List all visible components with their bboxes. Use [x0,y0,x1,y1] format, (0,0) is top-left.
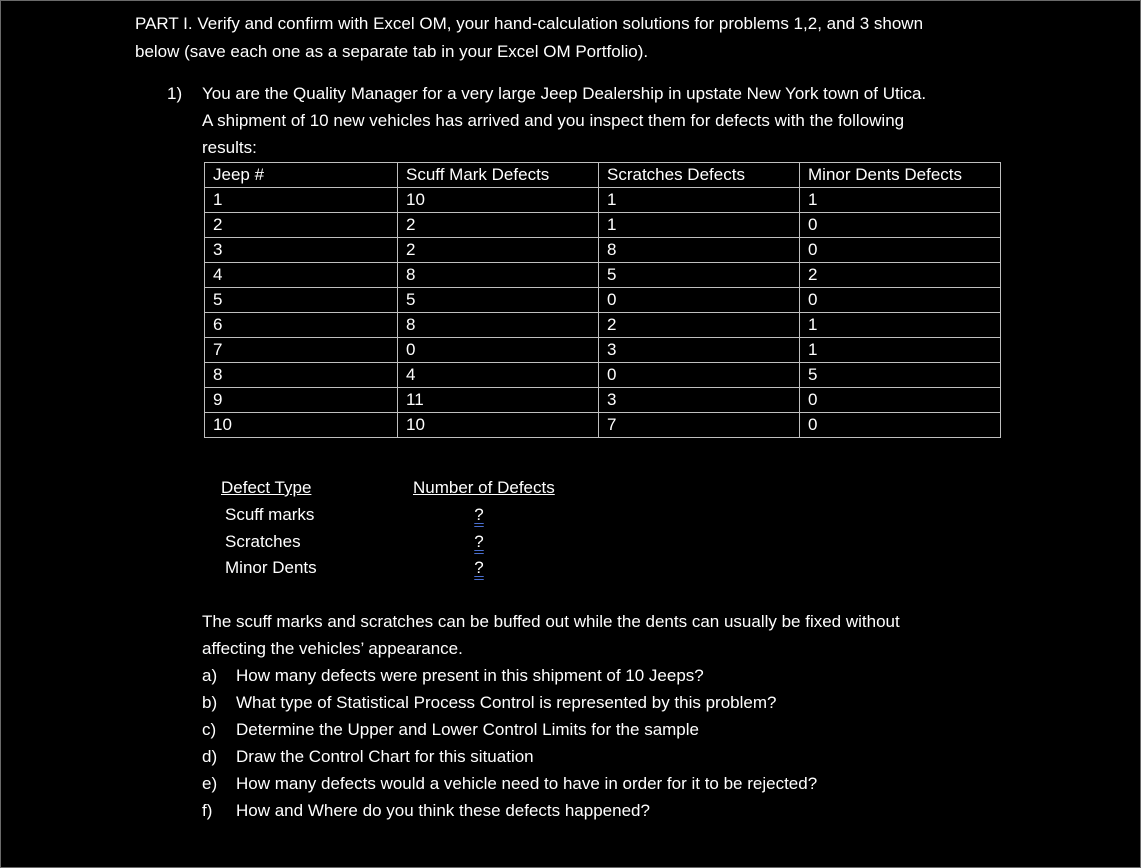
table-row [205,338,1001,363]
summary-header-defect-type: Defect Type [221,478,312,497]
cell-jeep: 5 [205,288,398,313]
cell-scratches: 0 [599,288,800,313]
cell-scuff: 10 [398,188,599,213]
summary-type-scuff-marks: Scuff marks [225,505,315,524]
cell-scuff: 2 [398,238,599,263]
cell-scratches: 3 [599,388,800,413]
cell-scuff: 8 [398,263,599,288]
notes-line-2: affecting the vehicles’ appearance. [202,639,463,658]
table-row [205,263,1001,288]
summary-count-field-scratches[interactable]: ? [474,532,484,551]
cell-dents: 5 [800,363,1001,388]
cell-jeep: 7 [205,338,398,363]
cell-dents: 0 [800,413,1001,438]
cell-jeep: 1 [205,188,398,213]
cell-dents: 0 [800,238,1001,263]
cell-dents: 2 [800,263,1001,288]
table-row [205,288,1001,313]
header-scratches-defects: Scratches Defects [599,163,800,188]
cell-dents: 0 [800,213,1001,238]
question-label: c) [202,720,217,739]
summary-type-scratches: Scratches [225,532,301,551]
cell-dents: 1 [800,313,1001,338]
cell-jeep: 6 [205,313,398,338]
header-scuff-mark-defects: Scuff Mark Defects [398,163,599,188]
cell-scratches: 3 [599,338,800,363]
cell-scratches: 5 [599,263,800,288]
summary-header-number-of-defects: Number of Defects [413,478,555,497]
cell-scuff: 5 [398,288,599,313]
question-label: f) [202,801,213,820]
question-text: How many defects were present in this shipment of 10 Jeeps? [236,666,704,685]
cell-scuff: 4 [398,363,599,388]
question-label: d) [202,747,218,766]
problem-number: 1) [167,84,183,103]
cell-scratches: 1 [599,188,800,213]
cell-dents: 0 [800,388,1001,413]
question-text: What type of Statistical Process Control is represented by this problem? [236,693,777,712]
problem-line-2: A shipment of 10 new vehicles has arrived and you inspect them for defects with the following [202,111,905,130]
question-label: e) [202,774,218,793]
table-row [205,238,1001,263]
defects-table [204,162,1001,438]
cell-jeep: 2 [205,213,398,238]
table-row [205,388,1001,413]
intro-line-2: below (save each one as a separate tab in your Excel OM Portfolio). [135,42,649,61]
summary-type-minor-dents: Minor Dents [225,558,317,577]
cell-scuff: 0 [398,338,599,363]
cell-jeep: 9 [205,388,398,413]
cell-scuff: 8 [398,313,599,338]
question-text: Draw the Control Chart for this situation [236,747,534,766]
cell-jeep: 3 [205,238,398,263]
table-row [205,363,1001,388]
cell-scratches: 8 [599,238,800,263]
header-minor-dents-defects: Minor Dents Defects [800,163,1001,188]
cell-scratches: 7 [599,413,800,438]
table-row [205,188,1001,213]
table-row [205,413,1001,438]
cell-jeep: 4 [205,263,398,288]
summary-count-field-scuff-marks[interactable]: ? [474,505,484,524]
question-label: a) [202,666,218,685]
intro-line-1: PART I. Verify and confirm with Excel OM, your hand-calculation solutions for problems 1,2, and 3 shown [135,14,924,33]
cell-scuff: 10 [398,413,599,438]
question-text: How many defects would a vehicle need to have in order for it to be rejected? [236,774,818,793]
cell-scuff: 2 [398,213,599,238]
summary-count-field-minor-dents[interactable]: ? [474,558,484,577]
question-text: How and Where do you think these defects happened? [236,801,650,820]
problem-line-1: You are the Quality Manager for a very large Jeep Dealership in upstate New York town of Utica. [202,84,927,103]
cell-jeep: 10 [205,413,398,438]
cell-dents: 1 [800,338,1001,363]
problem-line-3: results: [202,138,257,157]
question-text: Determine the Upper and Lower Control Limits for the sample [236,720,699,739]
table-row [205,313,1001,338]
cell-scratches: 0 [599,363,800,388]
question-label: b) [202,693,218,712]
table-row [205,213,1001,238]
cell-jeep: 8 [205,363,398,388]
cell-dents: 1 [800,188,1001,213]
cell-scuff: 11 [398,388,599,413]
header-jeep-number: Jeep # [205,163,398,188]
table-header-row [205,163,1001,188]
cell-dents: 0 [800,288,1001,313]
notes-line-1: The scuff marks and scratches can be buffed out while the dents can usually be fixed without [202,612,900,631]
cell-scratches: 2 [599,313,800,338]
cell-scratches: 1 [599,213,800,238]
